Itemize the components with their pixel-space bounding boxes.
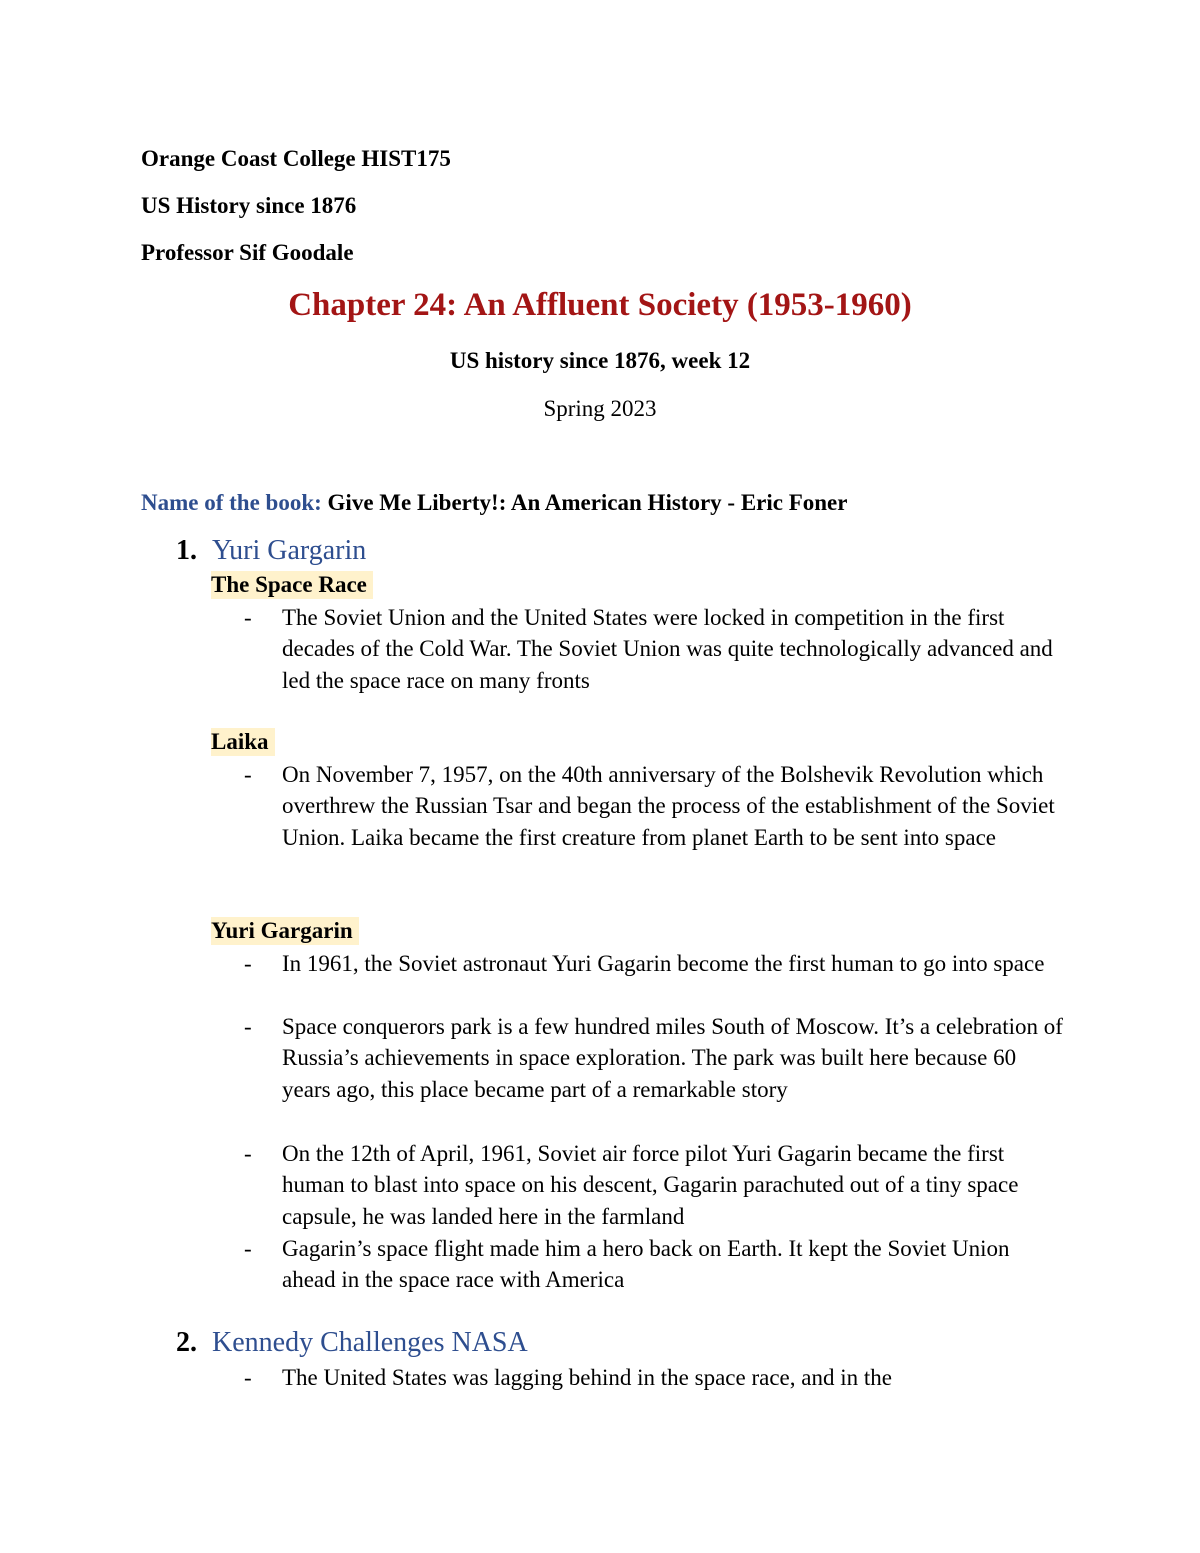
book-title: Give Me Liberty!: An American History - Eric Foner xyxy=(327,490,848,515)
subsection-heading: The Space Race xyxy=(211,571,373,599)
section-number: 1. xyxy=(176,535,197,566)
subsection-heading: Laika xyxy=(211,728,275,756)
bullet-item xyxy=(244,1011,1064,1105)
subtitle: US history since 1876, week 12 xyxy=(449,348,751,373)
book-line xyxy=(141,488,847,518)
dash-marker: - xyxy=(244,1141,252,1166)
bullet-item xyxy=(244,602,1064,696)
section-title: Yuri Gargarin xyxy=(212,535,367,566)
bullet-text: The Soviet Union and the United States were locked in competition in the first decades of the Cold War. The Soviet Union was quite technologically advanced and led the space race on many fronts xyxy=(282,605,1053,693)
dash-marker: - xyxy=(244,762,252,787)
section-heading xyxy=(176,1326,528,1360)
bullet-text: On the 12th of April, 1961, Soviet air force pilot Yuri Gagarin became the first human to blast into space on his descent, Gagarin parachuted out of a tiny space capsule, he was landed here in the farmland xyxy=(282,1141,1019,1229)
header-professor: Professor Sif Goodale xyxy=(141,240,354,265)
header-course: US History since 1876 xyxy=(141,193,357,218)
section-title: Kennedy Challenges NASA xyxy=(212,1327,528,1358)
bullet-item xyxy=(244,948,1064,979)
bullet-text: Gagarin’s space flight made him a hero back on Earth. It kept the Soviet Union ahead in the space race with America xyxy=(282,1236,1010,1293)
book-label: Name of the book: xyxy=(141,490,322,515)
bullet-item xyxy=(244,1362,1064,1393)
bullet-item xyxy=(244,759,1064,853)
bullet-text: Space conquerors park is a few hundred miles South of Moscow. It’s a celebration of Russia’s achievements in space exploration. The park was built here because 60 years ago, this place became part of a remarkable story xyxy=(282,1014,1063,1102)
header-college: Orange Coast College HIST175 xyxy=(141,146,451,171)
dash-marker: - xyxy=(244,1236,252,1261)
dash-marker: - xyxy=(244,1014,252,1039)
bullet-text: The United States was lagging behind in the space race, and in the xyxy=(282,1365,892,1390)
term: Spring 2023 xyxy=(543,396,657,421)
section-number: 2. xyxy=(176,1327,197,1358)
bullet-text: In 1961, the Soviet astronaut Yuri Gagarin become the first human to go into space xyxy=(282,951,1045,976)
section-heading xyxy=(176,534,366,568)
bullet-item xyxy=(244,1138,1064,1232)
bullet-text: On November 7, 1957, on the 40th anniversary of the Bolshevik Revolution which overthrew the Russian Tsar and began the process of the establishment of the Soviet Union. Laika became the first creature from planet Earth to be sent into space xyxy=(282,762,1055,850)
chapter-title: Chapter 24: An Affluent Society (1953-1960) xyxy=(288,287,912,323)
subsection-heading: Yuri Gargarin xyxy=(211,917,359,945)
dash-marker: - xyxy=(244,605,252,630)
dash-marker: - xyxy=(244,1365,252,1390)
dash-marker: - xyxy=(244,951,252,976)
bullet-item xyxy=(244,1233,1064,1296)
